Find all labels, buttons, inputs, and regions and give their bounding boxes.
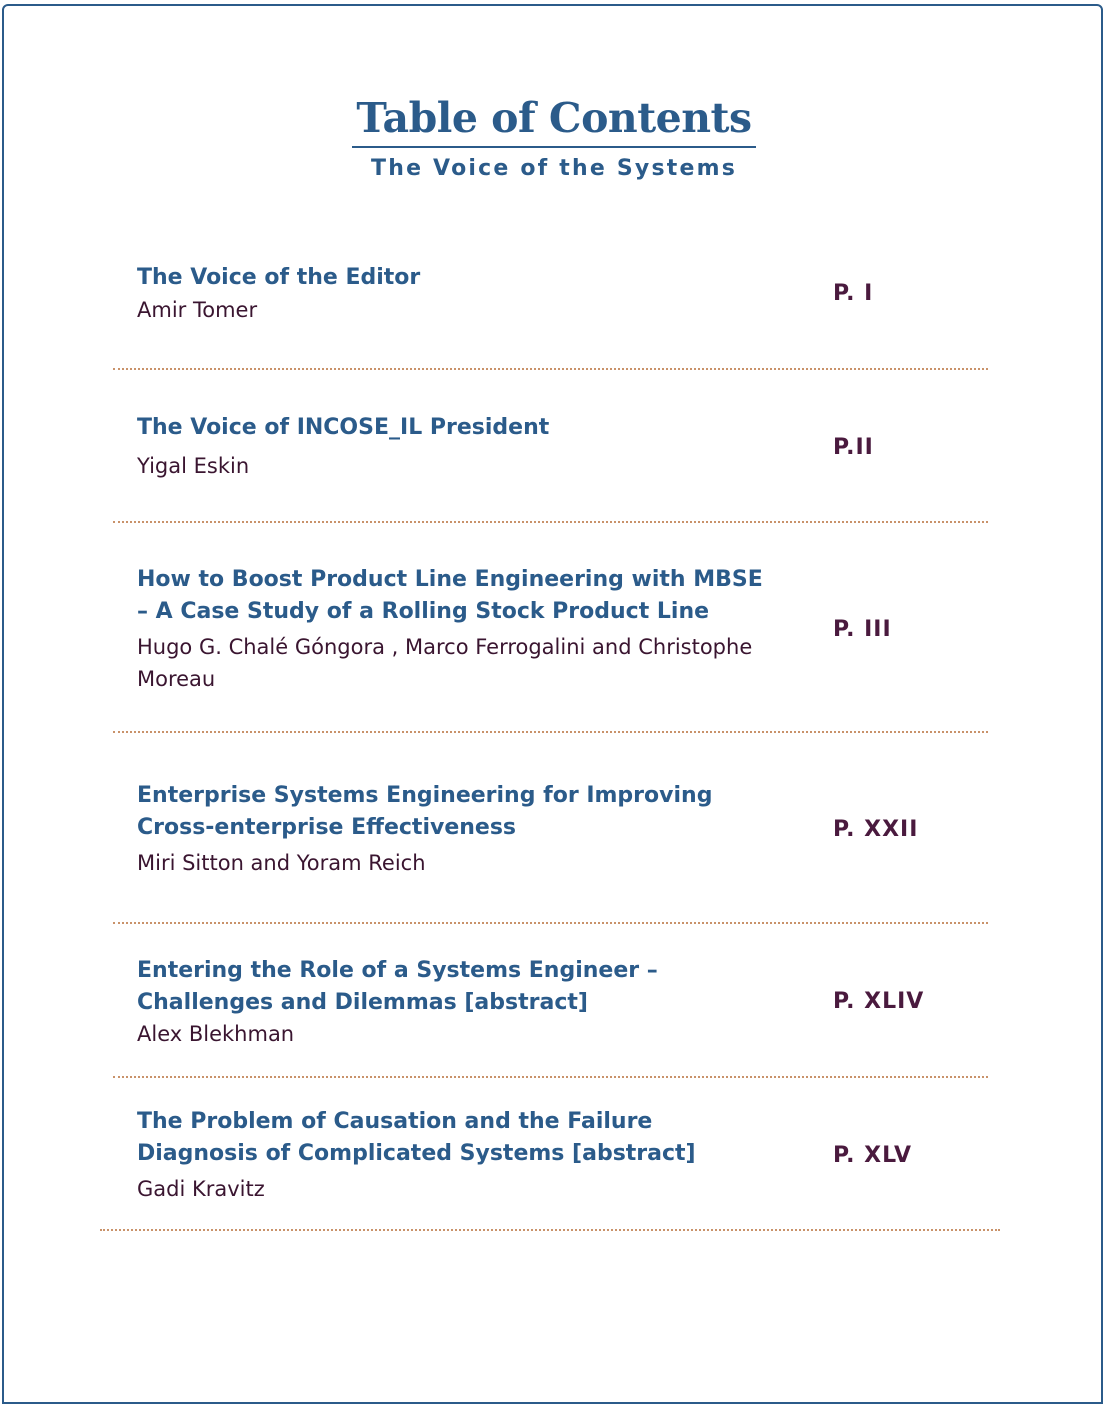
entry-title[interactable]: The Voice of INCOSE_IL President bbox=[137, 415, 550, 440]
entry-page-ref[interactable]: P. XXII bbox=[833, 817, 919, 842]
entry-title[interactable]: Enterprise Systems Engineering for Improving Cross-enterprise Effectiveness bbox=[137, 783, 713, 840]
entry-authors: Gadi Kravitz bbox=[137, 1177, 265, 1201]
entry-page-ref[interactable]: P. XLIV bbox=[833, 989, 925, 1014]
dotted-divider bbox=[100, 1229, 1000, 1231]
entry-title[interactable]: How to Boost Product Line Engineering with MBSE – A Case Study of a Rolling Stock Product Line bbox=[137, 567, 763, 624]
toc-header bbox=[0, 92, 1108, 181]
dotted-divider bbox=[113, 521, 988, 523]
dotted-divider bbox=[113, 368, 988, 370]
entry-authors: Hugo G. Chalé Góngora , Marco Ferrogalini and Christophe Moreau bbox=[137, 635, 753, 691]
dotted-divider bbox=[113, 1076, 988, 1078]
entry-title[interactable]: The Problem of Causation and the Failure Diagnosis of Complicated Systems [abstract] bbox=[137, 1109, 696, 1166]
entry-authors: Yigal Eskin bbox=[137, 453, 250, 478]
entry-title[interactable]: Entering the Role of a Systems Engineer – Challenges and Dilemmas [abstract] bbox=[137, 958, 658, 1015]
entry-page-ref[interactable]: P.II bbox=[833, 435, 874, 460]
entry-page-ref[interactable]: P. XLV bbox=[833, 1143, 913, 1168]
entry-authors: Alex Blekhman bbox=[137, 1022, 295, 1046]
page-title: Table of Contents bbox=[352, 92, 755, 148]
entry-authors: Miri Sitton and Yoram Reich bbox=[137, 851, 426, 875]
entry-page-ref[interactable]: P. III bbox=[833, 617, 892, 642]
page-subtitle: The Voice of the Systems bbox=[371, 156, 737, 181]
dotted-divider bbox=[113, 731, 988, 733]
dotted-divider bbox=[113, 922, 988, 924]
entry-authors: Amir Tomer bbox=[137, 297, 258, 322]
entry-title[interactable]: The Voice of the Editor bbox=[137, 265, 421, 290]
entry-page-ref[interactable]: P. I bbox=[833, 281, 874, 306]
